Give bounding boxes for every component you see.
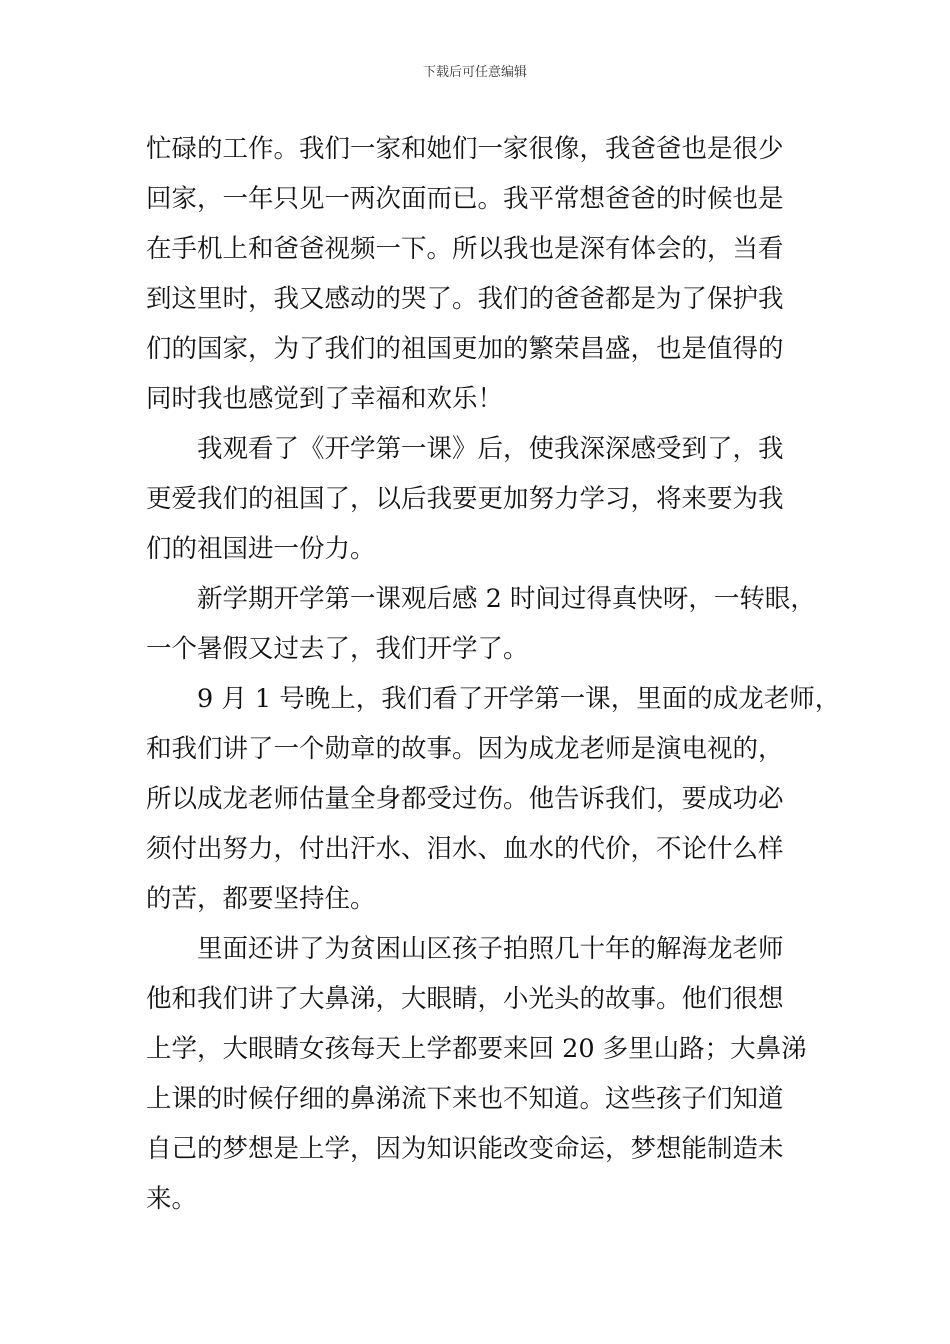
text-line: 更爱我们的祖国了，以后我要更加努力学习，将来要为我: [146, 484, 784, 514]
text-line: 们的国家，为了我们的祖国更加的繁荣昌盛，也是值得的: [146, 334, 784, 364]
paragraph-first-line: 9 月 1 号晚上，我们看了开学第一课，里面的成龙老师，: [197, 684, 841, 714]
text-line: 须付出努力，付出汗水、泪水、血水的代价，不论什么样: [146, 834, 784, 864]
text-line: 和我们讲了一个勋章的故事。因为成龙老师是演电视的，: [146, 734, 784, 764]
text-line: 上课的时候仔细的鼻涕流下来也不知道。这些孩子们知道: [146, 1084, 784, 1114]
text-line: 一个暑假又过去了，我们开学了。: [146, 634, 529, 664]
text-line: 们的祖国进一份力。: [146, 534, 376, 564]
text-line: 忙碌的工作。我们一家和她们一家很像，我爸爸也是很少: [146, 134, 784, 164]
text-line: 回家，一年只见一两次面而已。我平常想爸爸的时候也是: [146, 184, 784, 214]
text-line: 同时我也感觉到了幸福和欢乐！: [146, 384, 504, 414]
paragraph-first-line: 里面还讲了为贫困山区孩子拍照几十年的解海龙老师: [197, 934, 784, 964]
document-body: [146, 124, 841, 1224]
text-line: 自己的梦想是上学，因为知识能改变命运，梦想能制造未: [146, 1134, 784, 1164]
text-line: 到这里时，我又感动的哭了。我们的爸爸都是为了保护我: [146, 284, 784, 314]
text-line: 来。: [146, 1184, 198, 1214]
paragraph-first-line: 我观看了《开学第一课》后，使我深深感受到了，我: [197, 434, 784, 464]
text-line: 在手机上和爸爸视频一下。所以我也是深有体会的，当看: [146, 234, 784, 264]
text-line: 的苦，都要坚持住。: [146, 884, 376, 914]
text-line: 他和我们讲了大鼻涕，大眼睛，小光头的故事。他们很想: [146, 984, 784, 1014]
text-line: 上学，大眼睛女孩每天上学都要来回 20 多里山路；大鼻涕: [146, 1034, 807, 1064]
paragraph-first-line: 新学期开学第一课观后感 2 时间过得真快呀，一转眼，: [197, 584, 816, 614]
page-header: 下载后可任意编辑: [422, 65, 527, 80]
text-line: 所以成龙老师估量全身都受过伤。他告诉我们，要成功必: [146, 784, 784, 814]
